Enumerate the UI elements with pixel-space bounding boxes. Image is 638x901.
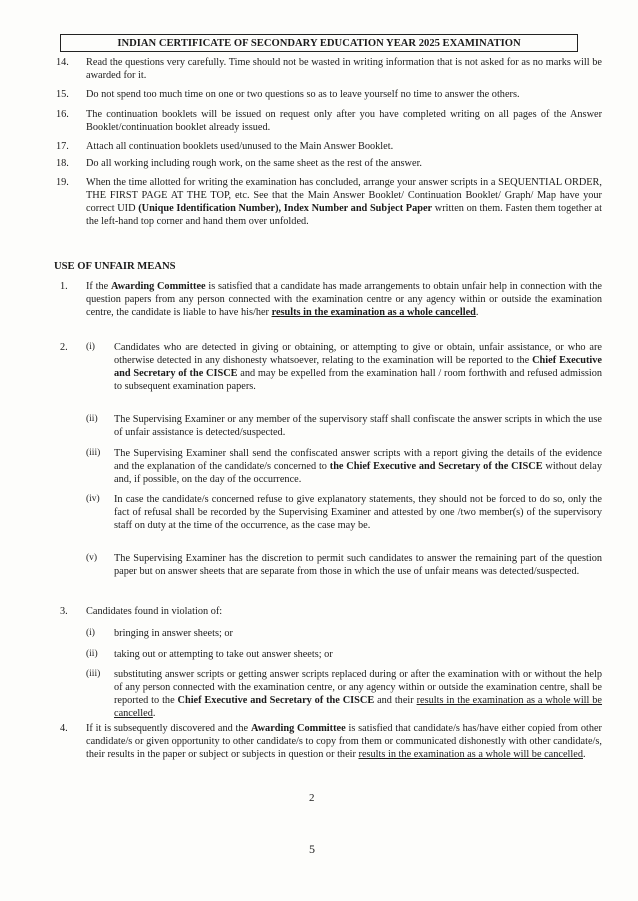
point-text: If the Awarding Committee is satisfied that a candidate has made arrangements to obtain unfair help in connection with the question papers from any person connected with the examination centre or any agency within or outside the examination centre, the candidate is liable to have his/her results in the examination as a whole cancelled. xyxy=(86,281,602,318)
sub-text: Candidates who are detected in giving or obtaining, or attempting to give or obtain, unfair assistance, or who are otherwise detected in any dishonesty whatsoever, relating to the examination will be reported to the Chief Executive and Secretary of the CISCE and may be expelled from the examination hall / room forthwith and refused admission to subsequent examination papers. xyxy=(114,342,603,392)
instruction-text: Attach all continuation booklets used/unused to the Main Answer Booklet. xyxy=(86,141,394,152)
instruction-text: Do all working including rough work, on the same sheet as the rest of the answer. xyxy=(86,158,423,169)
instruction-14 xyxy=(56,56,602,82)
instruction-number: 16. xyxy=(56,109,69,120)
point-3-sub-ii xyxy=(86,648,602,661)
instruction-18 xyxy=(56,157,602,170)
sub-number: (i) xyxy=(86,342,95,352)
sub-text: In case the candidate/s concerned refuse to give explanatory statements, they should not be forced to do so, only the fact of refusal shall be recorded by the Supervising Examiner and attested by one /two member(s) of the supervisory staff on duty at the time of the occurrence, as the case may be. xyxy=(114,494,602,531)
point-2-sub-i xyxy=(86,341,602,393)
document-header: INDIAN CERTIFICATE OF SECONDARY EDUCATION YEAR 2025 EXAMINATION xyxy=(60,34,578,52)
point-2-sub-v xyxy=(86,552,602,578)
sub-text: taking out or attempting to take out answer sheets; or xyxy=(114,649,333,660)
sub-text: substituting answer scripts or getting answer scripts replaced during or after the examination with or without the help of any person connected with the examination centre, or any agency within or outside the examination centre, shall be reported to the Chief Executive and Secretary of the CISCE and their results in the examination as a whole will be cancelled. xyxy=(114,669,603,719)
sub-number: (i) xyxy=(86,628,95,638)
point-2-sub-iv xyxy=(86,493,602,532)
sub-number: (iii) xyxy=(86,669,101,679)
point-number: 3. xyxy=(60,606,68,617)
instruction-text: Read the questions very carefully. Time should not be wasted in writing information that is not asked for as no marks will be awarded for it. xyxy=(86,57,602,81)
instruction-text: Do not spend too much time on one or two questions so as to leave yourself no time to answer the others. xyxy=(86,89,520,100)
point-3-sub-i xyxy=(86,627,602,640)
sub-text: The Supervising Examiner or any member of the supervisory staff shall confiscate the answer scripts in which the use of unfair assistance is detected/suspected. xyxy=(114,414,602,438)
sub-number: (ii) xyxy=(86,414,98,424)
sub-number: (ii) xyxy=(86,649,98,659)
instruction-text: When the time allotted for writing the examination has concluded, arrange your answer scripts in a SEQUENTIAL ORDER, THE FIRST PAGE AT THE TOP, etc. See that the Main Answer Booklet/ Continuation Booklet/ Graph/ Map have your correct UID (Unique Identification Number), Index Number and Subject Paper written on them. Fasten them together at the left-hand top corner and hand them over unfolded. xyxy=(86,177,602,227)
inner-page-number: 2 xyxy=(309,792,315,804)
instruction-number: 18. xyxy=(56,158,69,169)
point-3-sub-iii xyxy=(86,668,602,720)
sub-text: bringing in answer sheets; or xyxy=(114,628,233,639)
unfair-point-1 xyxy=(56,280,602,319)
sub-number: (v) xyxy=(86,553,98,563)
instruction-text: The continuation booklets will be issued on request only after you have completed writing on all pages of the Answer Booklet/continuation booklet already issued. xyxy=(86,109,602,133)
point-number: 2. xyxy=(60,342,68,353)
point-2-sub-ii xyxy=(86,413,602,439)
sub-text: The Supervising Examiner has the discretion to permit such candidates to answer the remaining part of the question paper but on answer sheets that are separate from those in which the use of unfair means was detected/suspected. xyxy=(114,553,602,577)
instruction-number: 14. xyxy=(56,57,69,68)
instruction-number: 17. xyxy=(56,141,69,152)
instruction-15 xyxy=(56,88,602,101)
instruction-16 xyxy=(56,108,602,134)
point-text: Candidates found in violation of: xyxy=(86,606,223,617)
sub-text: The Supervising Examiner shall send the confiscated answer scripts with a report giving the details of the evidence and the explanation of the candidate/s concerned to the Chief Executive and Secretary of the CISCE without delay and, if possible, on the day of the occurrence. xyxy=(114,448,602,485)
instruction-number: 19. xyxy=(56,177,69,188)
unfair-point-4 xyxy=(56,722,602,761)
sub-number: (iii) xyxy=(86,448,101,458)
point-text: If it is subsequently discovered and the Awarding Committee is satisfied that candidate/s has/have either copied from other candidate/s or given opportunity to other candidate/s to copy from them or communicated dishonestly with other candidate/s, their results in the paper or subject or subjects in question or their results in the examination as a whole will be cancelled. xyxy=(86,723,602,760)
section-title: USE OF UNFAIR MEANS xyxy=(54,261,176,272)
instruction-19 xyxy=(56,176,602,228)
instruction-number: 15. xyxy=(56,89,69,100)
instruction-17 xyxy=(56,140,602,153)
outer-page-number: 5 xyxy=(309,842,315,856)
point-number: 1. xyxy=(60,281,68,292)
point-2-sub-iii xyxy=(86,447,602,486)
unfair-point-3 xyxy=(56,605,602,618)
sub-number: (iv) xyxy=(86,494,100,504)
point-number: 4. xyxy=(60,723,68,734)
